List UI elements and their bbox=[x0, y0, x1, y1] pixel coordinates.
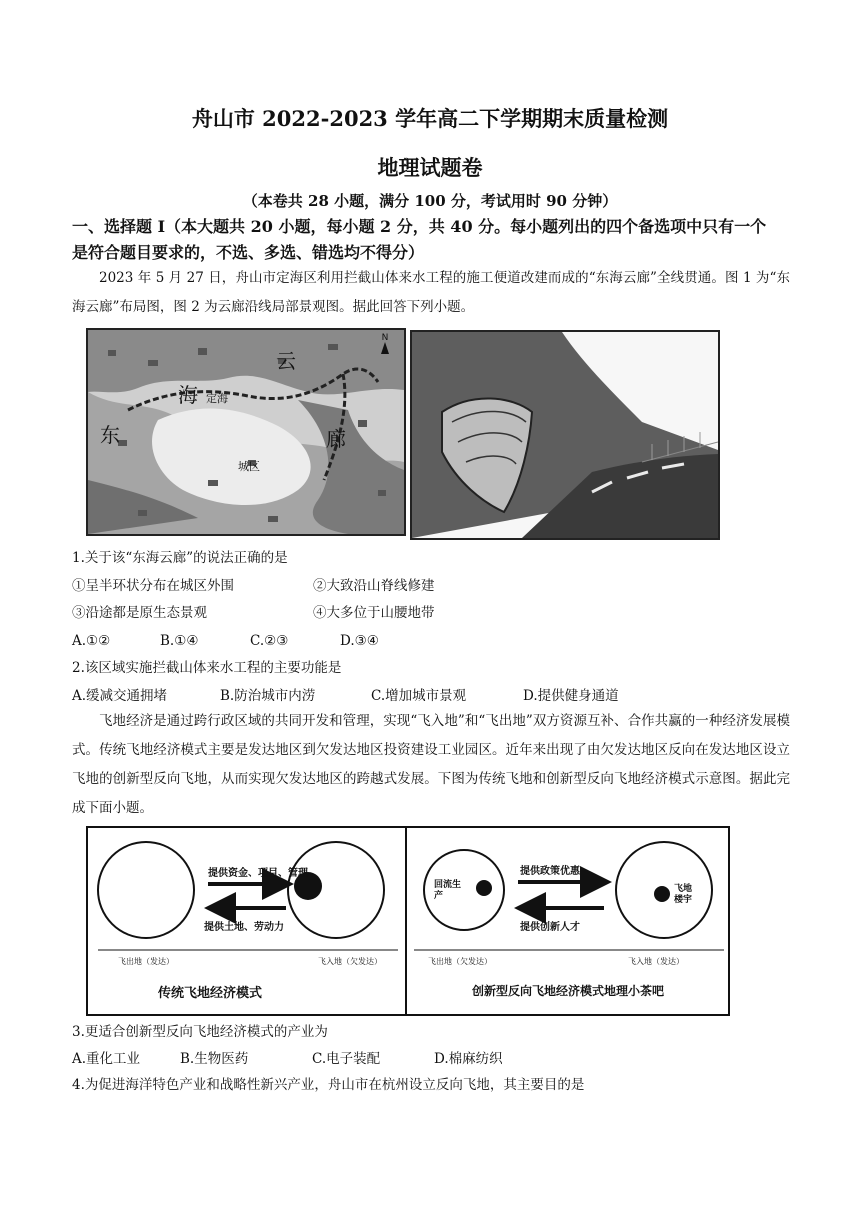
q3-option-b[interactable]: B.生物医药 bbox=[180, 1051, 249, 1067]
right-node-right-label: 飞地楼宇 bbox=[674, 884, 693, 905]
q1-option-a[interactable]: A.①② bbox=[72, 633, 111, 649]
left-caption: 传统飞地经济模式 bbox=[158, 986, 263, 1001]
right-in-label: 飞入地（发达） bbox=[628, 957, 684, 966]
right-arrow-top-label: 提供政策优惠 bbox=[520, 866, 580, 877]
q1-option-c[interactable]: C.②③ bbox=[250, 633, 289, 649]
question-2-stem: 2.该区域实施拦截山体来水工程的主要功能是 bbox=[72, 660, 342, 676]
passage-2: 飞地经济是通过跨行政区域的共同开发和管理，实现“飞入地”和“飞出地”双方资源互补、合作共赢的一种经济发展模式。传统飞地经济模式主要是发达地区到欠发达地区投资建设工业园区。近年来出现了由欠发达地区反向在发达地区设立飞地的创新型反向飞地，从而实现欠发达地区的跨越式发展。下图为传统飞地和创新型反向飞地经济模式示意图。据此完成下面小题。 bbox=[72, 713, 790, 816]
svg-text:云: 云 bbox=[276, 349, 296, 373]
svg-text:城区: 城区 bbox=[238, 460, 260, 473]
right-out-label: 飞出地（欠发达） bbox=[428, 957, 492, 966]
right-node-left-label: 回流生产 bbox=[434, 880, 462, 901]
svg-text:N: N bbox=[381, 333, 389, 343]
left-arrow-top-label: 提供资金、项目、管理 bbox=[208, 868, 308, 879]
right-caption: 创新型反向飞地经济模式地理小茶吧 bbox=[472, 984, 665, 998]
question-4-stem: 4.为促进海洋特色产业和战略性新兴产业，舟山市在杭州设立反向飞地，其主要目的是 bbox=[72, 1077, 585, 1093]
enclave-economy-diagram bbox=[86, 826, 730, 1016]
question-1-stem: 1.关于该“东海云廊”的说法正确的是 bbox=[72, 550, 288, 566]
section-heading-line2: 是符合题目要求的，不选、多选、错选均不得分） bbox=[72, 243, 425, 262]
q1-statement-4: ④大多位于山腰地带 bbox=[313, 605, 435, 621]
q1-option-d[interactable]: D.③④ bbox=[340, 633, 379, 649]
map-graphic bbox=[88, 330, 404, 534]
q3-option-c[interactable]: C.电子装配 bbox=[312, 1051, 381, 1067]
figure-2-landscape bbox=[410, 330, 720, 540]
q1-statement-1: ①呈半环状分布在城区外围 bbox=[72, 578, 234, 594]
question-3-stem: 3.更适合创新型反向飞地经济模式的产业为 bbox=[72, 1024, 328, 1040]
left-in-label: 飞入地（欠发达） bbox=[318, 957, 382, 966]
landscape-graphic bbox=[412, 332, 718, 538]
page-subtitle: 地理试题卷 bbox=[377, 155, 483, 180]
q1-statement-2: ②大致沿山脊线修建 bbox=[313, 578, 435, 594]
left-out-label: 飞出地（发达） bbox=[118, 957, 174, 966]
svg-text:定海: 定海 bbox=[206, 392, 228, 405]
exam-note: （本卷共 28 小题，满分 100 分，考试用时 90 分钟） bbox=[242, 192, 618, 210]
section-heading bbox=[72, 214, 792, 266]
q1-statement-3: ③沿途都是原生态景观 bbox=[72, 605, 207, 621]
svg-text:廊: 廊 bbox=[326, 427, 346, 451]
q2-option-d[interactable]: D.提供健身通道 bbox=[523, 688, 619, 704]
section-heading-line1: 一、选择题 I（本大题共 20 小题，每小题 2 分，共 40 分。每小题列出的四个备选项中只有一个 bbox=[72, 217, 767, 236]
figure-1-map bbox=[86, 328, 406, 536]
q2-option-a[interactable]: A.缓减交通拥堵 bbox=[72, 688, 168, 704]
left-arrow-bottom-label: 提供土地、劳动力 bbox=[204, 922, 284, 933]
svg-text:东: 东 bbox=[100, 423, 120, 447]
svg-text:海: 海 bbox=[178, 383, 198, 407]
page-title: 舟山市 2022-2023 学年高二下学期期末质量检测 bbox=[191, 106, 669, 131]
q2-option-b[interactable]: B.防治城市内涝 bbox=[220, 688, 316, 704]
passage-1: 2023 年 5 月 27 日，舟山市定海区利用拦截山体来水工程的施工便道改建而成的“东海云廊”全线贯通。图 1 为“东海云廊”布局图，图 2 为云廊沿线局部景观图。据此回答下列小题。 bbox=[72, 270, 790, 315]
q2-option-c[interactable]: C.增加城市景观 bbox=[371, 688, 467, 704]
q1-option-b[interactable]: B.①④ bbox=[160, 633, 199, 649]
q3-option-d[interactable]: D.棉麻纺织 bbox=[434, 1051, 503, 1067]
q3-option-a[interactable]: A.重化工业 bbox=[72, 1051, 141, 1067]
right-arrow-bottom-label: 提供创新人才 bbox=[520, 922, 580, 933]
